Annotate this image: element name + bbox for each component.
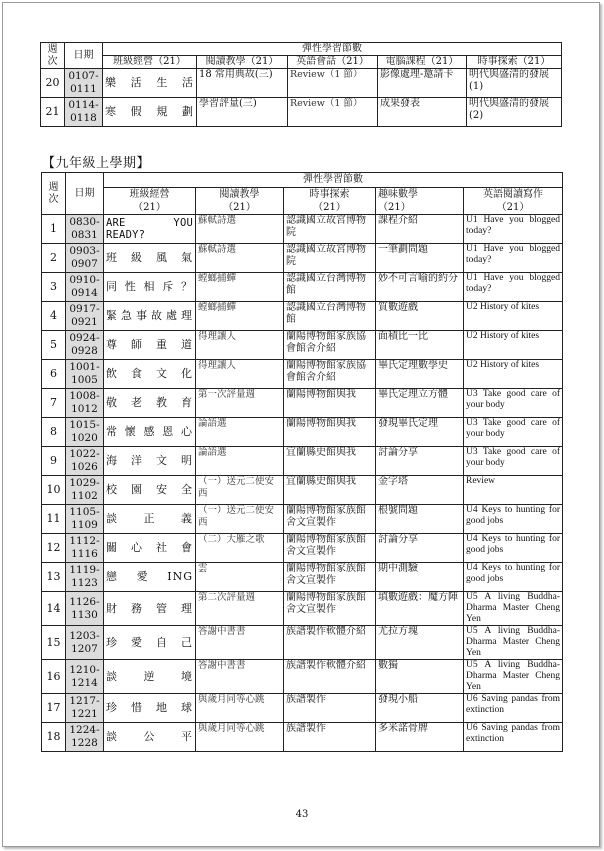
header-computer: 電腦課程（21） bbox=[378, 56, 467, 69]
date-cell: 1119-1123 bbox=[66, 563, 104, 592]
week-cell: 6 bbox=[42, 360, 66, 389]
date-cell: 0107-0111 bbox=[65, 69, 103, 98]
table-header-row bbox=[41, 43, 562, 56]
reading-cell: 蘇軾詩選 bbox=[196, 215, 284, 244]
fun-math-cell: 課程介紹 bbox=[376, 215, 464, 244]
reading-cell: 第一次評量週 bbox=[196, 389, 284, 418]
date-cell: 1210-1214 bbox=[66, 660, 104, 694]
fun-math-cell: 畢氏定理立方體 bbox=[376, 389, 464, 418]
reading-cell: 得理讓人 bbox=[196, 360, 284, 389]
date-cell: 0924-0928 bbox=[66, 331, 104, 360]
week-cell: 18 bbox=[42, 723, 66, 752]
english-cell: U5 A living Buddha-Dharma Master Cheng Yen bbox=[464, 660, 563, 694]
fun-math-cell: 填數遊戲：魔方陣 bbox=[376, 592, 464, 626]
fun-math-cell: 尤拉方塊 bbox=[376, 626, 464, 660]
section-title: 【九年級上學期】 bbox=[42, 156, 151, 171]
date-cell: 1008-1012 bbox=[66, 389, 104, 418]
current-events-cell: 蘭陽博物館家族館舍文宣製作 bbox=[284, 534, 376, 563]
header-english-conversation: 英語會話（21） bbox=[288, 56, 378, 69]
english-cell: U5 A living Buddha-Dharma Master Cheng Yen bbox=[464, 626, 563, 660]
fun-math-cell: 一筆劃問題 bbox=[376, 244, 464, 273]
reading-cell: 論語選 bbox=[196, 447, 284, 476]
column-hours: （21） bbox=[223, 202, 256, 213]
schedule-table-grade9 bbox=[41, 172, 563, 752]
header-fun-math bbox=[376, 188, 464, 215]
week-cell: 9 bbox=[42, 447, 66, 476]
english-cell: Review bbox=[464, 476, 563, 505]
table-row bbox=[42, 331, 563, 360]
english-cell: U5 A living Buddha-Dharma Master Cheng Yen bbox=[464, 592, 563, 626]
table-row bbox=[42, 660, 563, 694]
date-cell: 1015-1020 bbox=[66, 418, 104, 447]
reading-cell: 與歲月同等心跳 bbox=[196, 694, 284, 723]
theme-cell: 緊急事故處理 bbox=[104, 302, 196, 331]
theme-cell: 談正義 bbox=[104, 505, 196, 534]
current-events-cell: 族譜製作軟體介紹 bbox=[284, 660, 376, 694]
column-hours: （21） bbox=[378, 202, 411, 213]
table-row bbox=[42, 302, 563, 331]
table-row bbox=[42, 447, 563, 476]
table-row bbox=[42, 418, 563, 447]
table-row bbox=[42, 244, 563, 273]
theme-cell: 戀愛ING bbox=[104, 563, 196, 592]
week-cell: 16 bbox=[42, 660, 66, 694]
current-events-cell: 明代與盛清的發展(2) bbox=[467, 98, 562, 127]
current-events-cell: 族譜製作軟體介紹 bbox=[284, 626, 376, 660]
current-events-cell: 宜蘭縣史館與我 bbox=[284, 476, 376, 505]
table-row bbox=[42, 626, 563, 660]
current-events-cell: 認識國立台灣博物館 bbox=[284, 302, 376, 331]
current-events-cell: 認識國立台灣博物館 bbox=[284, 273, 376, 302]
column-name: 時事探索 bbox=[309, 189, 350, 200]
fun-math-cell: 討論分享 bbox=[376, 447, 464, 476]
reading-cell: 第二次評量週 bbox=[196, 592, 284, 626]
week-cell: 1 bbox=[42, 215, 66, 244]
week-cell: 17 bbox=[42, 694, 66, 723]
header-date: 日期 bbox=[66, 173, 104, 215]
theme-cell: 同性相斥？ bbox=[104, 273, 196, 302]
english-cell: U4 Keys to hunting for good jobs bbox=[464, 534, 563, 563]
reading-cell: （一）送元二使安西 bbox=[196, 505, 284, 534]
week-cell: 5 bbox=[42, 331, 66, 360]
theme-cell: 樂活生活 bbox=[103, 69, 197, 98]
fun-math-cell: 面積比一比 bbox=[376, 331, 464, 360]
week-cell: 11 bbox=[42, 505, 66, 534]
theme-cell: 班級風氣 bbox=[104, 244, 196, 273]
table-subheader-row bbox=[41, 56, 562, 69]
theme-cell: 校園安全 bbox=[104, 476, 196, 505]
week-cell: 3 bbox=[42, 273, 66, 302]
current-events-cell: 蘭陽博物館家族協會館舍介紹 bbox=[284, 360, 376, 389]
english-cell: U6 Saving pandas from extinction bbox=[464, 694, 563, 723]
reading-cell: 答謝中書書 bbox=[196, 660, 284, 694]
table-row bbox=[42, 723, 563, 752]
date-cell: 1001-1005 bbox=[66, 360, 104, 389]
current-events-cell: 蘭陽博物館與我 bbox=[284, 418, 376, 447]
column-name: 閱讀教學 bbox=[219, 189, 260, 200]
date-cell: 1203-1207 bbox=[66, 626, 104, 660]
week-cell: 10 bbox=[42, 476, 66, 505]
theme-cell: 尊師重道 bbox=[104, 331, 196, 360]
current-events-cell: 認識國立故宮博物院 bbox=[284, 215, 376, 244]
computer-cell: 影像處理-邀請卡 bbox=[378, 69, 467, 98]
week-cell: 13 bbox=[42, 563, 66, 592]
header-week: 週次 bbox=[41, 43, 65, 69]
table-row bbox=[42, 592, 563, 626]
current-events-cell: 族譜製作 bbox=[284, 723, 376, 752]
table-row bbox=[42, 534, 563, 563]
current-events-cell: 蘭陽博物館家族館舍文宣製作 bbox=[284, 505, 376, 534]
theme-cell: 談逆境 bbox=[104, 660, 196, 694]
english-cell: U2 History of kites bbox=[464, 302, 563, 331]
english-cell: U2 History of kites bbox=[464, 331, 563, 360]
english-cell: U4 Keys to hunting for good jobs bbox=[464, 563, 563, 592]
fun-math-cell: 多米諾骨牌 bbox=[376, 723, 464, 752]
fun-math-cell: 妙不可言喻的約分 bbox=[376, 273, 464, 302]
table-row bbox=[42, 215, 563, 244]
column-name: 英語閱讀寫作 bbox=[483, 189, 543, 200]
reading-cell: 論語選 bbox=[196, 418, 284, 447]
english-cell: U3 Take good care of your body bbox=[464, 418, 563, 447]
fun-math-cell: 金字塔 bbox=[376, 476, 464, 505]
column-hours: （21） bbox=[133, 202, 166, 213]
reading-cell: 答謝中書書 bbox=[196, 626, 284, 660]
column-hours: （21） bbox=[496, 202, 530, 213]
schedule-table-grade8 bbox=[40, 42, 562, 127]
week-cell: 15 bbox=[42, 626, 66, 660]
reading-cell: （一）送元二使安西 bbox=[196, 476, 284, 505]
date-cell: 1112-1116 bbox=[66, 534, 104, 563]
english-cell: U3 Take good care of your body bbox=[464, 389, 563, 418]
reading-cell: 與歲月同等心跳 bbox=[196, 723, 284, 752]
reading-cell: （二）大雁之歌 bbox=[196, 534, 284, 563]
header-flex-hours: 彈性學習節數 bbox=[103, 43, 562, 56]
week-cell: 4 bbox=[42, 302, 66, 331]
current-events-cell: 蘭陽博物館家族協會館舍介紹 bbox=[284, 331, 376, 360]
reading-cell: 蘇軾詩選 bbox=[196, 244, 284, 273]
date-cell: 0830-0831 bbox=[66, 215, 104, 244]
table-row bbox=[42, 360, 563, 389]
reading-cell: 雲 bbox=[196, 563, 284, 592]
theme-cell: 寒假規劃 bbox=[103, 98, 197, 127]
week-cell: 7 bbox=[42, 389, 66, 418]
english-cell: U6 Saving pandas from extinction bbox=[464, 723, 563, 752]
header-reading: 閱讀教學（21） bbox=[197, 56, 288, 69]
table-row bbox=[41, 98, 562, 127]
header-reading bbox=[196, 188, 284, 215]
table-row bbox=[42, 563, 563, 592]
fun-math-cell: 根號問題 bbox=[376, 505, 464, 534]
computer-cell: 成果發表 bbox=[378, 98, 467, 127]
fun-math-cell: 數獨 bbox=[376, 660, 464, 694]
theme-cell: 海洋文明 bbox=[104, 447, 196, 476]
fun-math-cell: 發現小船 bbox=[376, 694, 464, 723]
english-cell: U2 History of kites bbox=[464, 360, 563, 389]
date-cell: 1105-1109 bbox=[66, 505, 104, 534]
date-cell: 1126-1130 bbox=[66, 592, 104, 626]
week-cell: 8 bbox=[42, 418, 66, 447]
table-header-row bbox=[42, 173, 563, 188]
week-cell: 2 bbox=[42, 244, 66, 273]
header-class-management bbox=[104, 188, 196, 215]
current-events-cell: 蘭陽博物館家族館舍文宣製作 bbox=[284, 563, 376, 592]
current-events-cell: 宜蘭縣史館與我 bbox=[284, 447, 376, 476]
theme-cell: 敬老教育 bbox=[104, 389, 196, 418]
current-events-cell: 明代與盛清的發展(1) bbox=[467, 69, 562, 98]
header-flex-hours: 彈性學習節數 bbox=[104, 173, 563, 188]
header-current-events: 時事探索（21） bbox=[467, 56, 562, 69]
reading-cell: 得理讓人 bbox=[196, 331, 284, 360]
fun-math-cell: 發現畢氏定理 bbox=[376, 418, 464, 447]
english-cell: U1 Have you blogged today? bbox=[464, 215, 563, 244]
week-cell: 12 bbox=[42, 534, 66, 563]
reading-cell: 螳螂捕蟬 bbox=[196, 273, 284, 302]
current-events-cell: 蘭陽博物館與我 bbox=[284, 389, 376, 418]
fun-math-cell: 畢氏定理數學史 bbox=[376, 360, 464, 389]
week-cell: 20 bbox=[41, 69, 65, 98]
table-row bbox=[42, 476, 563, 505]
reading-cell: 學習評量(三) bbox=[197, 98, 288, 127]
theme-cell: 珍愛自己 bbox=[104, 626, 196, 660]
table-row bbox=[42, 694, 563, 723]
date-cell: 0910-0914 bbox=[66, 273, 104, 302]
fun-math-cell: 期中測驗 bbox=[376, 563, 464, 592]
theme-cell: 談公平 bbox=[104, 723, 196, 752]
theme-cell: 財務管理 bbox=[104, 592, 196, 626]
table-row bbox=[41, 69, 562, 98]
date-cell: 1217-1221 bbox=[66, 694, 104, 723]
date-cell: 0903-0907 bbox=[66, 244, 104, 273]
table-row bbox=[42, 505, 563, 534]
header-english-reading-writing bbox=[464, 188, 563, 215]
date-cell: 1029-1102 bbox=[66, 476, 104, 505]
header-class-management: 班級經營（21） bbox=[103, 56, 197, 69]
date-cell: 0917-0921 bbox=[66, 302, 104, 331]
current-events-cell: 認識國立故宮博物院 bbox=[284, 244, 376, 273]
english-cell: Review（1 節） bbox=[288, 69, 378, 98]
fun-math-cell: 質數遊戲 bbox=[376, 302, 464, 331]
current-events-cell: 族譜製作 bbox=[284, 694, 376, 723]
week-cell: 14 bbox=[42, 592, 66, 626]
column-name: 班級經營 bbox=[129, 189, 170, 200]
table-row bbox=[42, 389, 563, 418]
header-date: 日期 bbox=[65, 43, 103, 69]
english-cell: U4 Keys to hunting for good jobs bbox=[464, 505, 563, 534]
current-events-cell: 蘭陽博物館家族館舍文宣製作 bbox=[284, 592, 376, 626]
header-current-events bbox=[284, 188, 376, 215]
fun-math-cell: 討論分享 bbox=[376, 534, 464, 563]
header-week: 週次 bbox=[42, 173, 66, 215]
date-cell: 1224-1228 bbox=[66, 723, 104, 752]
english-cell: U1 Have you blogged today? bbox=[464, 273, 563, 302]
date-cell: 0114-0118 bbox=[65, 98, 103, 127]
column-name: 趣味數學 bbox=[378, 189, 418, 200]
english-cell: U3 Take good care of your body bbox=[464, 447, 563, 476]
theme-cell: 關心社會 bbox=[104, 534, 196, 563]
week-cell: 21 bbox=[41, 98, 65, 127]
theme-cell: 常懷感恩心 bbox=[104, 418, 196, 447]
table-subheader-row bbox=[42, 188, 563, 215]
theme-cell: ARE YOU READY? bbox=[104, 215, 196, 244]
theme-cell: 飲食文化 bbox=[104, 360, 196, 389]
date-cell: 1022-1026 bbox=[66, 447, 104, 476]
column-hours: （21） bbox=[313, 202, 346, 213]
theme-cell: 珍惜地球 bbox=[104, 694, 196, 723]
reading-cell: 螳螂捕蟬 bbox=[196, 302, 284, 331]
english-cell: Review（1 節） bbox=[288, 98, 378, 127]
reading-cell: 18 常用典故(三) bbox=[197, 69, 288, 98]
english-cell: U1 Have you blogged today? bbox=[464, 244, 563, 273]
page-number: 43 bbox=[295, 809, 309, 820]
table-row bbox=[42, 273, 563, 302]
